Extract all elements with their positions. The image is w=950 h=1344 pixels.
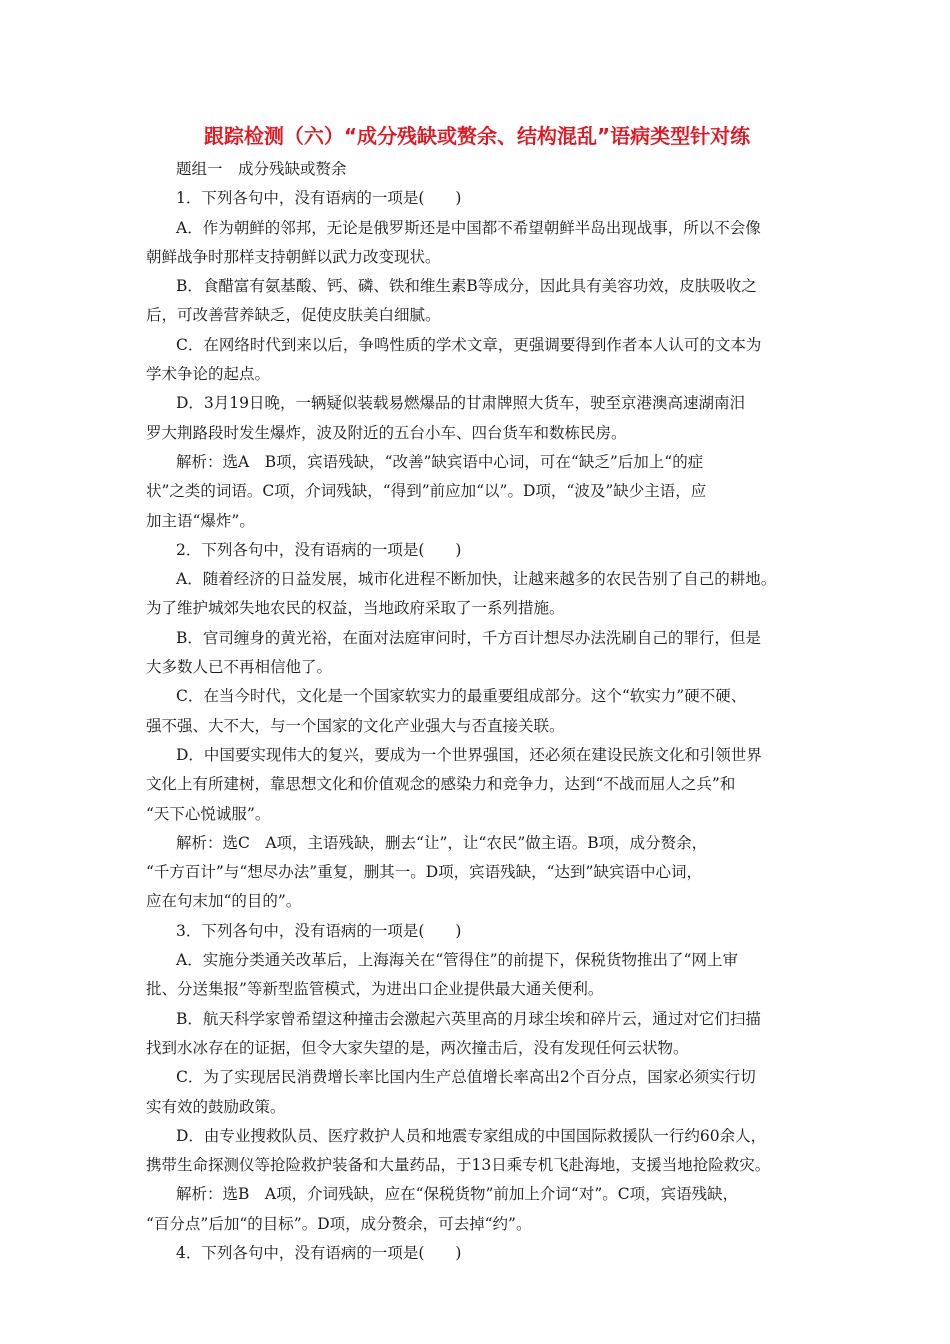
text-line: 大多数人已不再相信他了。 [146,658,333,677]
text-line: 1．下列各句中，没有语病的一项是( ) [176,189,462,208]
text-line: 携带生命探测仪等抢险救护装备和大量药品，于13日乘专机飞赴海地，支援当地抢险救灾。 [146,1156,771,1175]
document-page [146,121,814,1268]
text-line: C．在网络时代到来以后，争鸣性质的学术文章，更强调要得到作者本人认可的文本为 [176,335,762,354]
document-body [146,155,814,1268]
text-line: C．在当今时代，文化是一个国家软实力的最重要组成部分。这个“软实力”硬不硬、 [176,687,747,706]
text-line: D．中国要实现伟大的复兴，要成为一个世界强国，还必须在建设民族文化和引领世界 [176,745,762,764]
text-line: 3．下列各句中，没有语病的一项是( ) [176,921,462,940]
text-line: 文化上有所建树，靠思想文化和价值观念的感染力和竞争力，达到“不战而屈人之兵”和 [146,775,736,794]
text-line: “百分点”后加“的目标”。D项，成分赘余，可去掉“约”。 [146,1214,532,1233]
text-line: 罗大荆路段时发生爆炸，波及附近的五台小车、四台货车和数栋民房。 [146,423,627,442]
text-line: “天下心悦诚服”。 [146,804,271,823]
text-line: B．官司缠身的黄光裕，在面对法庭审问时，千方百计想尽办法洗刷自己的罪行，但是 [176,628,761,647]
text-line: 实有效的鼓励政策。 [146,1097,286,1116]
text-line: 朝鲜战争时那样支持朝鲜以武力改变现状。 [146,247,441,266]
text-line: 为了维护城郊失地农民的权益，当地政府采取了一系列措施。 [146,599,565,618]
text-line: 后，可改善营养缺乏，促使皮肤美白细腻。 [146,306,441,325]
text-line: 2．下列各句中，没有语病的一项是( ) [176,540,462,559]
text-line: “千方百计”与“想尽办法”重复，删其一。D项，宾语残缺，“达到”缺宾语中心词， [146,863,702,882]
text-line: 应在句末加“的目的”。 [146,892,302,911]
text-line: 找到水冰存在的证据，但令大家失望的是，两次撞击后，没有发现任何云状物。 [146,1038,689,1057]
document-title: 跟踪检测（六）“成分残缺或赘余、结构混乱”语病类型针对练 [203,124,751,148]
text-line: 强不强、大不大，与一个国家的文化产业强大与否直接关联。 [146,716,565,735]
text-line: 解析：选B A项，介词残缺，应在“保税货物”前加上介词“对”。C项，宾语残缺， [176,1185,739,1204]
text-line: 4．下列各句中，没有语病的一项是( ) [176,1243,462,1262]
text-line: 状”之类的词语。C项，介词残缺，“得到”前应加“以”。D项，“波及”缺少主语，应 [146,482,707,501]
text-line: 解析：选A B项，宾语残缺，“改善”缺宾语中心词，可在“缺乏”后加上“的症 [176,452,704,471]
text-line: A．实施分类通关改革后，上海海关在“管得住”的前提下，保税货物推出了“网上审 [176,951,738,970]
text-line: D．3月19日晚，一辆疑似装载易燃爆品的甘肃牌照大货车，驶至京港澳高速湖南汨 [176,394,746,413]
text-line: C．为了实现居民消费增长率比国内生产总值增长率高出2个百分点，国家必须实行切 [176,1068,756,1087]
text-line: 题组一 成分残缺或赘余 [176,160,347,178]
text-line: A．随着经济的日益发展，城市化进程不断加快，让越来越多的农民告别了自己的耕地。 [176,570,777,589]
text-line: B．航天科学家曾希望这种撞击会激起六英里高的月球尘埃和碎片云，通过对它们扫描 [176,1009,761,1028]
text-line: 学术争论的起点。 [146,365,271,384]
text-line: 加主语“爆炸”。 [146,511,255,530]
text-line: 解析：选C A项，主语残缺，删去“让”，让“农民”做主语。B项，成分赘余， [176,833,708,852]
text-line: 批、分送集报”等新型监管模式，为进出口企业提供最大通关便利。 [146,980,604,999]
text-line: D．由专业搜救队员、医疗救护人员和地震专家组成的中国国际救援队一行约60余人， [176,1126,767,1145]
text-line: A．作为朝鲜的邻邦，无论是俄罗斯还是中国都不希望朝鲜半岛出现战事，所以不会像 [176,218,761,237]
text-line: B．食醋富有氨基酸、钙、磷、铁和维生素B等成分，因此具有美容功效，皮肤吸收之 [176,277,757,296]
